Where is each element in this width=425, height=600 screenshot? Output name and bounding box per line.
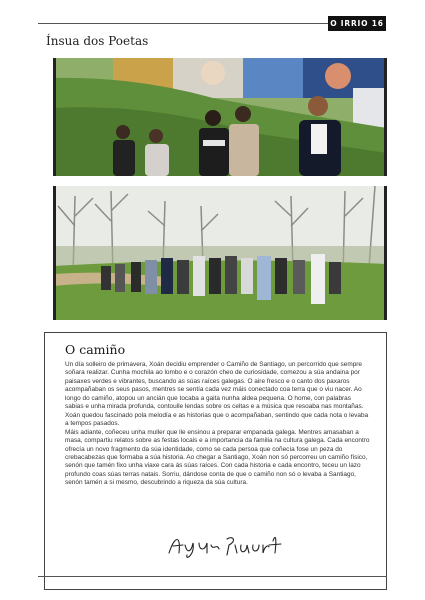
group-of-students-on-hillside-photo: [53, 58, 387, 176]
story-title: O camiño: [65, 342, 126, 357]
photo-frame-left: [53, 186, 56, 320]
story-paragraph: Máis adiante, coñeceu unha muller que lle ensinou a preparar empanada galega. Mentres amasaban a masa, compartiu relatos sobre as festas locais e a importancia da familia na cultura galega. Cada encontro ofrecía un novo fragmento da súa identidade, como se cada persoa que coñecía fose un peza do crebacabezas que formaba a súa historia. Ao chegar a Santiago, Xoán non só percorreu un camiño físico, senón que tamén fixo unha viaxe cara ás súas raíces. Con cada historia e cada encontro, teceu un lazo profundo coas súas terras natais. Sorriu, dándose conta de que o camiño non só o levaba a Santiago, senón tamén a si mesmo, descubrindo a riqueza da súa cultura.: [65, 428, 370, 487]
story-paragraph: Un día solleiro de primavera, Xoán decidiu emprender o Camiño de Santiago, un percorrido que sempre soñara realizar. Cunha mochila ao lombo e o corazón cheo de curiosidade, comezou a súa andaina por paisaxes verdes e vibrantes, buscando as súas raíces galegas. O aire fresco e o canto dos paxaros acompañaban os seus pasos, mentres se sentía cada vez máis conectado coa terra que o viu nacer. Ao longo do camiño, atopou un ancián que tocaba a gaita nunha aldea pequena. O home, con palabras sabias e unha mirada profunda, contoulle lendas sobre os celtas e a música que resoaba nas montañas. Xoán quedou fascinado pola melodía e as historias que o acompañaban, sentindo que cada nota o levaba a tempos pasados.: [65, 361, 369, 428]
group-walking-on-trail-photo: [53, 186, 387, 320]
photo-frame-right: [384, 58, 387, 176]
photo-frame-right: [384, 186, 387, 320]
story-box: [44, 332, 387, 590]
issue-badge: O IRRIO 16: [328, 16, 386, 31]
photo-frame-left: [53, 58, 56, 176]
section-title: Ínsua dos Poetas: [46, 34, 149, 48]
signature: [165, 531, 285, 561]
story-body: [65, 361, 371, 488]
bottom-divider: [38, 576, 387, 577]
top-divider: [38, 23, 328, 24]
